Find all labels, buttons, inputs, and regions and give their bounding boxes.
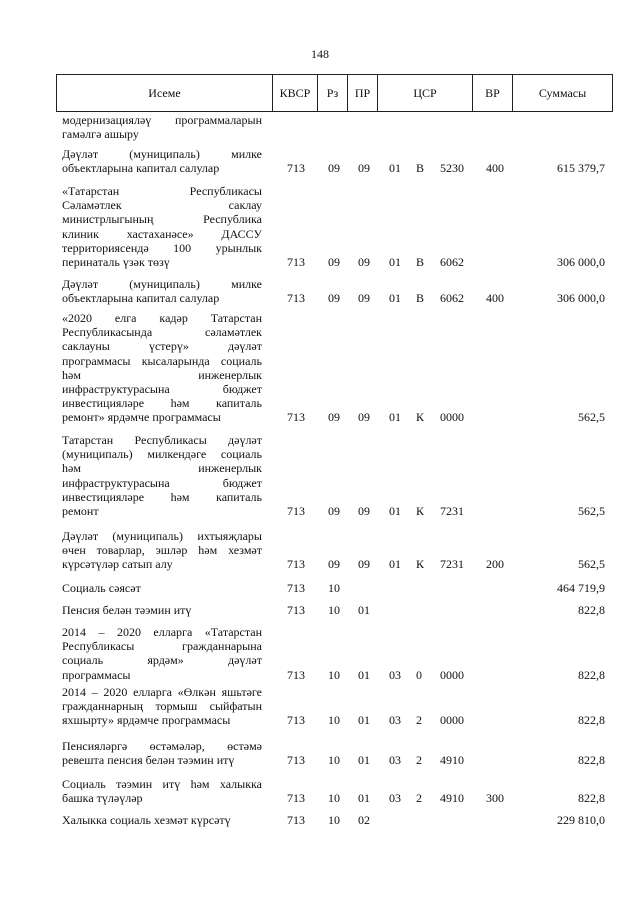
row-name-line: күрсәтүләр сатып алу: [62, 557, 173, 572]
cell-c3: 6062: [440, 255, 464, 269]
cell-c2: 2: [416, 713, 422, 728]
cell-vr: 400: [486, 161, 504, 176]
cell-kvsr: 713: [287, 410, 305, 425]
row-name-line: объектларына капитал салулар: [62, 161, 220, 176]
row-name-line: гражданнарның тормыш сыйфатын: [62, 699, 262, 714]
cell-pr: 09: [358, 161, 370, 176]
cell-c2: 0: [416, 667, 422, 682]
cell-rz: 10: [328, 713, 340, 728]
cell-sum: 562,5: [578, 557, 605, 572]
row-name-line: территориясендә 100 урынлык: [62, 240, 262, 255]
cell-sum: 615 379,7: [557, 161, 605, 176]
cell-c3: 5230: [440, 161, 464, 176]
row-name-line: 2014 – 2020 елларга «Өлкән яшьтәге: [62, 685, 262, 699]
header-kvsr: КВСР: [273, 75, 318, 112]
row-name-line: Халыкка социаль хезмәт күрсәтү: [62, 813, 231, 827]
cell-c3: 0000: [440, 410, 464, 425]
row-name-line: Республикасы гражданнарына: [62, 639, 262, 654]
cell-rz: 09: [328, 291, 340, 306]
cell-c2: В: [416, 161, 425, 176]
row-name-line: программасы: [62, 667, 131, 682]
cell-pr: 01: [358, 753, 370, 768]
row-name-line: ревешта пенсия белән тәэмин итү: [62, 753, 235, 768]
cell-rz: 10: [328, 581, 340, 595]
row-name-line: саклауны үстерү» дәүләт: [62, 339, 262, 354]
row-name-line: инвестицияләре һәм капиталь: [62, 489, 262, 504]
cell-pr: 01: [358, 603, 370, 617]
row-name-line: яхшырту» ярдәмче программасы: [62, 713, 231, 728]
cell-pr: 01: [358, 791, 370, 806]
cell-c3: 4910: [440, 753, 464, 768]
header-rz: Рз: [318, 75, 348, 112]
cell-c3: 4910: [440, 791, 464, 806]
cell-c2: 2: [416, 791, 422, 806]
cell-kvsr: 713: [287, 753, 305, 768]
cell-c2: К: [416, 410, 425, 425]
cell-c3: 0000: [440, 667, 464, 682]
cell-c1: 01: [389, 291, 401, 306]
cell-c1: 01: [389, 557, 401, 572]
cell-rz: 10: [328, 791, 340, 806]
cell-rz: 10: [328, 753, 340, 768]
row-name-line: Социаль тәэмин итү һәм халыкка: [62, 777, 262, 791]
cell-kvsr: 713: [287, 791, 305, 806]
row-name-line: Дәүләт (муниципаль) милке: [62, 147, 262, 161]
page-number: 148: [311, 47, 329, 61]
cell-sum: 306 000,0: [557, 291, 605, 306]
row-name-line: һәм инженерлык: [62, 367, 262, 382]
cell-vr: 400: [486, 291, 504, 306]
cell-kvsr: 713: [287, 255, 305, 269]
cell-kvsr: 713: [287, 667, 305, 682]
row-name-line: инфраструктурасына бюджет: [62, 382, 262, 397]
cell-pr: 01: [358, 713, 370, 728]
row-name-line: объектларына капитал салулар: [62, 291, 220, 306]
row-name-line: Татарстан Республикасы дәүләт: [62, 433, 262, 447]
cell-c2: В: [416, 291, 425, 306]
cell-c1: 03: [389, 791, 401, 806]
cell-pr: 09: [358, 557, 370, 572]
row-name-line: Дәүләт (муниципаль) ихтыяҗлары: [62, 529, 262, 543]
cell-sum: 229 810,0: [557, 813, 605, 827]
cell-pr: 09: [358, 410, 370, 425]
row-name-line: перинаталь үзәк төзү: [62, 255, 170, 270]
cell-c3: 6062: [440, 291, 464, 306]
row-name-line: Пенсия белән тәэмин итү: [62, 603, 192, 617]
cell-kvsr: 713: [287, 813, 305, 827]
cell-sum: 464 719,9: [557, 581, 605, 595]
cell-sum: 306 000,0: [557, 255, 605, 269]
cell-c1: 01: [389, 410, 401, 425]
cell-sum: 562,5: [578, 504, 605, 518]
row-name-line: Пенсияләргә өстәмәләр, өстәмә: [62, 739, 262, 753]
cell-pr: 09: [358, 255, 370, 269]
cell-rz: 09: [328, 161, 340, 176]
row-name-line: инвестицияләре һәм капиталь: [62, 396, 262, 411]
row-name-line: башка түләүләр: [62, 791, 143, 806]
cell-c1: 01: [389, 504, 401, 518]
cell-c2: К: [416, 557, 425, 572]
cell-pr: 02: [358, 813, 370, 827]
cell-c1: 03: [389, 753, 401, 768]
cell-kvsr: 713: [287, 581, 305, 595]
cell-kvsr: 713: [287, 504, 305, 518]
row-name-line: «Татарстан Республикасы: [62, 184, 262, 198]
row-name-line: ремонт» ярдәмче программасы: [62, 410, 221, 425]
row-name-line: (муниципаль) милкендәге социаль: [62, 447, 262, 462]
cell-pr: 09: [358, 504, 370, 518]
row-name-line: 2014 – 2020 елларга «Татарстан: [62, 625, 262, 639]
header-name: Исеме: [57, 75, 273, 112]
header-pr: ПР: [348, 75, 378, 112]
cell-c3: 7231: [440, 504, 464, 518]
cell-sum: 822,8: [578, 713, 605, 728]
cell-rz: 09: [328, 557, 340, 572]
cell-rz: 09: [328, 410, 340, 425]
header-vr: ВР: [473, 75, 513, 112]
cell-sum: 822,8: [578, 753, 605, 768]
row-name-line: гамәлгә ашыру: [62, 127, 139, 142]
cell-c1: 01: [389, 161, 401, 176]
header-csr: ЦСР: [378, 75, 473, 112]
cell-pr: 09: [358, 291, 370, 306]
row-name-line: өчен товарлар, эшләр һәм хезмәт: [62, 543, 262, 558]
cell-rz: 10: [328, 603, 340, 617]
row-name-line: Дәүләт (муниципаль) милке: [62, 277, 262, 291]
table-header: [56, 74, 613, 112]
cell-c2: 2: [416, 753, 422, 768]
row-name-line: ремонт: [62, 504, 99, 519]
row-name-line: Сәламәтлек саклау: [62, 198, 262, 213]
cell-kvsr: 713: [287, 713, 305, 728]
cell-c3: 0000: [440, 713, 464, 728]
row-name-line: Социаль сәясәт: [62, 581, 141, 595]
cell-rz: 10: [328, 667, 340, 682]
cell-sum: 562,5: [578, 410, 605, 425]
row-name-line: программасы кысаларында социаль: [62, 353, 262, 368]
cell-c2: К: [416, 504, 425, 518]
cell-c1: 01: [389, 255, 401, 269]
cell-c3: 7231: [440, 557, 464, 572]
row-name-line: социаль ярдәм» дәүләт: [62, 653, 262, 668]
cell-vr: 300: [486, 791, 504, 806]
row-name-line: Республикасында сәламәтлек: [62, 325, 262, 340]
cell-sum: 822,8: [578, 603, 605, 617]
cell-sum: 822,8: [578, 667, 605, 682]
row-name: [62, 311, 262, 425]
row-name-line: инфраструктурасына бюджет: [62, 475, 262, 490]
cell-pr: 01: [358, 667, 370, 682]
cell-c1: 03: [389, 667, 401, 682]
cell-rz: 09: [328, 255, 340, 269]
row-name-line: министрлыгының Республика: [62, 212, 262, 227]
row-name-line: «2020 елга кадәр Татарстан: [62, 311, 262, 325]
cell-rz: 09: [328, 504, 340, 518]
header-sum: Суммасы: [513, 75, 613, 112]
cell-sum: 822,8: [578, 791, 605, 806]
cell-kvsr: 713: [287, 161, 305, 176]
cell-vr: 200: [486, 557, 504, 572]
row-name-line: модернизацияләү программаларын: [62, 113, 262, 127]
cell-kvsr: 713: [287, 603, 305, 617]
row-name-line: клиник хастаханәсе» ДАССУ: [62, 226, 262, 241]
cell-c1: 03: [389, 713, 401, 728]
cell-rz: 10: [328, 813, 340, 827]
cell-kvsr: 713: [287, 291, 305, 306]
row-name-line: һәм инженерлык: [62, 461, 262, 476]
cell-c2: В: [416, 255, 425, 269]
cell-kvsr: 713: [287, 557, 305, 572]
